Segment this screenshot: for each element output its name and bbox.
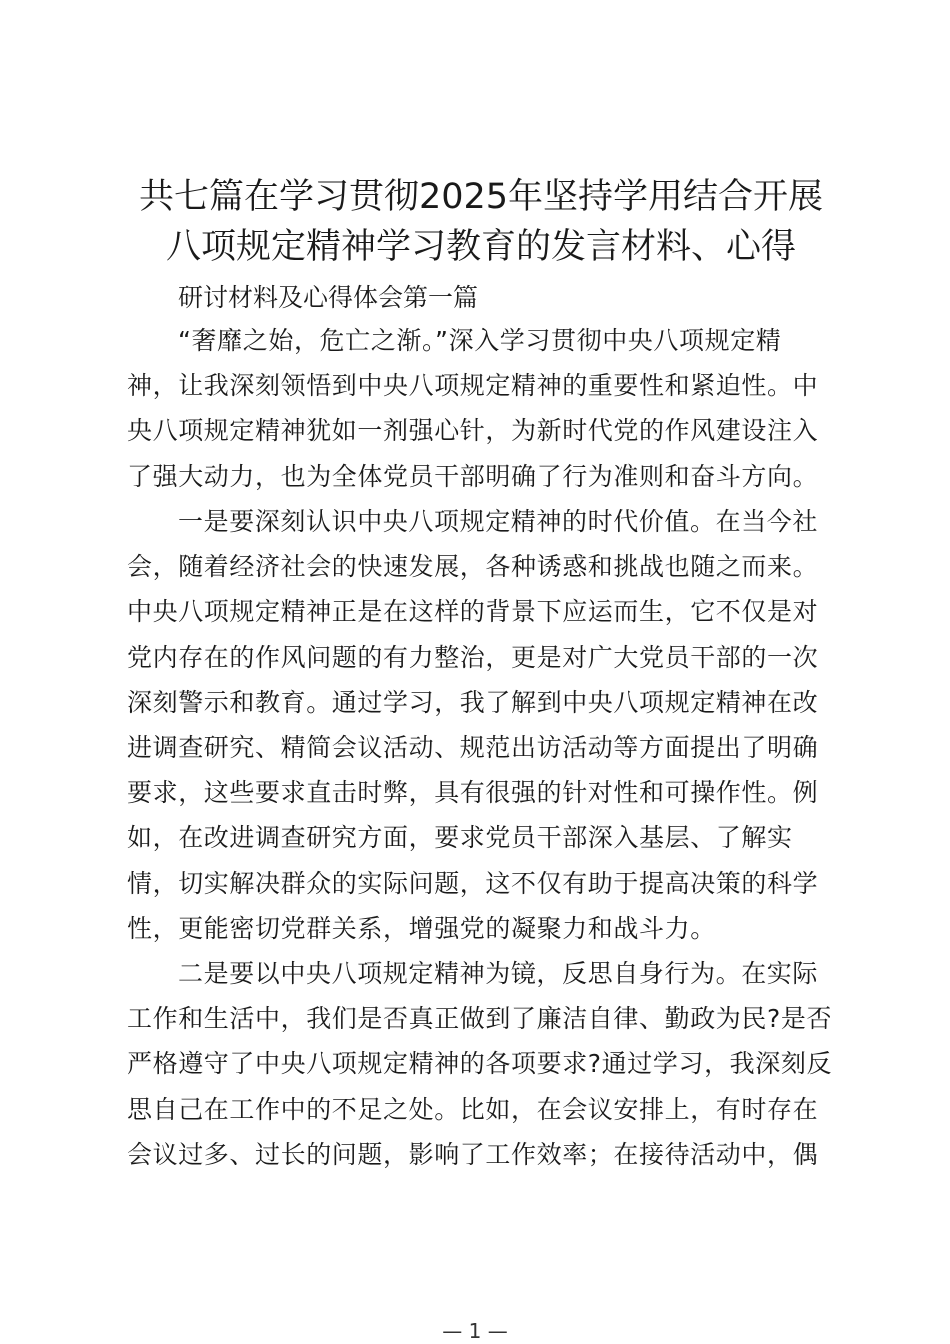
paragraph-line: 严格遵守了中央八项规定精神的各项要求?通过学习，我深刻反 — [127, 1049, 833, 1079]
paragraph-line: 深刻警示和教育。通过学习，我了解到中央八项规定精神在改 — [127, 687, 819, 717]
paragraph-1 — [127, 318, 832, 499]
paragraph-2 — [127, 499, 832, 951]
page-number: — 1 — — [442, 1319, 508, 1343]
paragraph-line: 一是要深刻认识中央八项规定精神的时代价值。在当今社 — [178, 507, 819, 536]
paragraph-line: 神，让我深刻领悟到中央八项规定精神的重要性和紧迫性。中 — [127, 371, 819, 401]
paragraph-line: 性，更能密切党群关系，增强党的凝聚力和战斗力。 — [127, 913, 716, 943]
paragraph-line: 情，切实解决群众的实际问题，这不仅有助于提高决策的科学 — [127, 868, 819, 898]
paragraph-3 — [127, 951, 832, 1177]
paragraph-line: 中央八项规定精神正是在这样的背景下应运而生，它不仅是对 — [127, 597, 819, 627]
paragraph-line: 二是要以中央八项规定精神为镜，反思自身行为。在实际 — [178, 959, 819, 988]
paragraph-line: 央八项规定精神犹如一剂强心针，为新时代党的作风建设注入 — [127, 416, 819, 446]
title-line-1: 共七篇在学习贯彻2025年坚持学用结合开展 — [138, 177, 824, 217]
paragraph-line: 党内存在的作风问题的有力整治，更是对广大党员干部的一次 — [127, 642, 819, 672]
document-title — [125, 172, 837, 272]
paragraph-line: 了强大动力，也为全体党员干部明确了行为准则和奋斗方向。 — [127, 461, 819, 491]
paragraph-line: 要求，这些要求直击时弊，具有很强的针对性和可操作性。例 — [127, 778, 819, 808]
section-subtitle: 研讨材料及心得体会第一篇 — [178, 283, 479, 312]
title-line-2: 八项规定精神学习教育的发言材料、心得 — [165, 227, 796, 267]
paragraph-line: 思自己在工作中的不足之处。比如，在会议安排上，有时存在 — [127, 1094, 819, 1124]
paragraph-line: 会议过多、过长的问题，影响了工作效率；在接待活动中，偶 — [127, 1139, 819, 1169]
paragraph-line: 会，随着经济社会的快速发展，各种诱惑和挑战也随之而来。 — [127, 552, 819, 582]
paragraph-line: 如，在改进调查研究方面，要求党员干部深入基层、了解实 — [127, 823, 793, 853]
paragraph-line: 进调查研究、精简会议活动、规范出访活动等方面提出了明确 — [127, 732, 819, 762]
paragraph-line: “奢靡之始，危亡之渐。”深入学习贯彻中央八项规定精 — [178, 326, 782, 355]
paragraph-line: 工作和生活中，我们是否真正做到了廉洁自律、勤政为民?是否 — [127, 1004, 833, 1034]
